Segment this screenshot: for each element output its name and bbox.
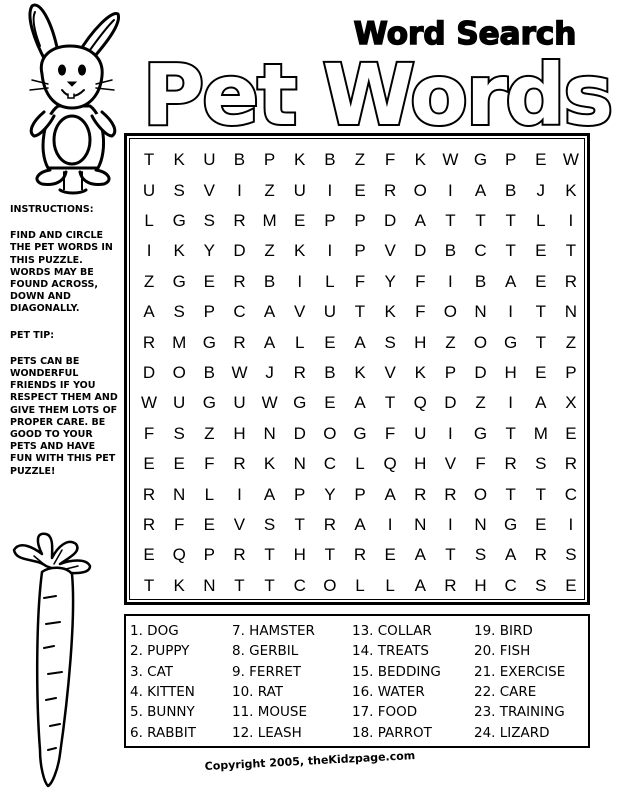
grid-letter[interactable]: N (203, 575, 216, 595)
grid-letter[interactable]: A (414, 210, 426, 230)
grid-letter[interactable]: H (233, 423, 246, 443)
grid-letter[interactable]: R (504, 454, 517, 474)
grid-letter[interactable]: F (204, 454, 215, 474)
word-list-item: 24. LIZARD (474, 724, 550, 741)
grid-letter[interactable]: E (535, 150, 547, 170)
grid-letter[interactable]: E (173, 454, 185, 474)
grid-letter[interactable]: Q (413, 393, 427, 413)
grid-letter[interactable]: T (505, 241, 516, 261)
grid-letter[interactable]: T (324, 545, 336, 565)
grid-letter[interactable]: I (448, 180, 453, 200)
grid-letter[interactable]: L (204, 484, 215, 504)
grid-letter[interactable]: R (444, 484, 457, 504)
grid-letter[interactable]: S (173, 423, 185, 443)
grid-letter[interactable]: B (504, 180, 517, 200)
word-list-item: 4. KITTEN (130, 684, 195, 701)
grid-letter[interactable]: R (353, 545, 367, 565)
grid-letter[interactable]: S (203, 210, 215, 230)
grid-letter[interactable]: I (448, 514, 453, 534)
grid-letter[interactable]: F (384, 423, 396, 443)
grid-letter[interactable]: E (535, 514, 547, 534)
grid-letter[interactable]: O (473, 332, 488, 352)
grid-letter[interactable]: P (565, 362, 577, 382)
grid-letter[interactable]: N (293, 454, 306, 474)
grid-letter[interactable]: G (293, 393, 307, 413)
word-list-item: 9. FERRET (232, 663, 302, 680)
grid-letter[interactable]: R (233, 454, 246, 474)
grid-letter[interactable]: W (231, 362, 248, 382)
grid-letter[interactable]: R (142, 332, 156, 352)
grid-letter[interactable]: R (293, 362, 306, 382)
svg-text:Pet Words: Pet Words (142, 50, 612, 132)
word-list-item: 21. EXERCISE (474, 663, 566, 680)
grid-letter[interactable]: R (233, 271, 246, 291)
grid-letter[interactable]: T (565, 241, 577, 261)
grid-letter[interactable]: E (143, 545, 155, 565)
grid-letter[interactable]: I (387, 514, 393, 534)
grid-letter[interactable]: D (142, 362, 156, 382)
grid-letter[interactable]: K (173, 241, 185, 261)
grid-letter[interactable]: N (474, 514, 487, 534)
grid-letter[interactable]: Y (324, 484, 336, 504)
grid-letter[interactable]: R (233, 545, 246, 565)
grid-letter[interactable]: A (535, 393, 547, 413)
word-list-item: 19. BIRD (474, 623, 533, 640)
grid-letter[interactable]: Z (565, 332, 577, 352)
bunny-illustration (8, 0, 126, 196)
grid-letter[interactable]: B (203, 362, 215, 382)
grid-letter[interactable]: B (444, 241, 457, 261)
instructions-heading: INSTRUCTIONS: (10, 204, 94, 215)
grid-letter[interactable]: X (565, 393, 577, 413)
grid-letter[interactable]: E (535, 362, 547, 382)
grid-letter[interactable]: D (474, 362, 487, 382)
grid-letter[interactable]: R (414, 484, 427, 504)
grid-letter[interactable]: N (263, 423, 276, 443)
grid-letter[interactable]: Z (475, 393, 486, 413)
copyright-text: Copyright 2005, theKidzpage.com (204, 748, 416, 773)
grid-letter[interactable]: F (143, 423, 155, 443)
grid-letter[interactable]: A (414, 545, 426, 565)
grid-letter[interactable]: H (474, 575, 487, 595)
grid-letter[interactable]: O (413, 180, 427, 200)
grid-letter[interactable]: K (565, 180, 577, 200)
grid-letter[interactable]: E (324, 332, 336, 352)
grid-letter[interactable]: I (237, 180, 242, 200)
grid-letter[interactable]: A (354, 393, 366, 413)
word-list-item: 16. WATER (352, 684, 425, 701)
letter-grid (134, 145, 586, 601)
grid-letter[interactable]: U (233, 393, 246, 413)
grid-letter[interactable]: K (263, 454, 276, 474)
word-list-item: 15. BEDDING (352, 663, 441, 680)
grid-letter[interactable]: L (536, 210, 546, 230)
grid-letter[interactable]: A (504, 545, 517, 565)
word-list-item: 5. BUNNY (130, 704, 195, 721)
word-list-item: 8. GERBIL (232, 643, 299, 660)
grid-letter[interactable]: M (172, 332, 187, 352)
grid-letter[interactable]: E (384, 545, 396, 565)
grid-letter[interactable]: G (504, 514, 518, 534)
grid-letter[interactable]: F (415, 271, 426, 291)
grid-letter[interactable]: Q (383, 454, 397, 474)
grid-letter[interactable]: A (263, 484, 276, 504)
grid-letter[interactable]: R (383, 180, 397, 200)
grid-letter[interactable]: P (294, 484, 306, 504)
grid-letter[interactable]: T (264, 545, 275, 565)
grid-letter[interactable]: N (173, 484, 186, 504)
word-list (130, 621, 590, 743)
grid-letter[interactable]: L (144, 210, 154, 230)
instructions-body: FIND AND CIRCLE THE PET WORDS IN THIS PUZZLE. WORDS MAY BE FOUND ACROSS, DOWN AND DIAGONALLY. (10, 230, 113, 315)
word-list-item: 22. CARE (474, 684, 537, 701)
word-list-item: 13. COLLAR (352, 623, 432, 640)
grid-letter[interactable]: O (323, 423, 337, 443)
grid-letter[interactable]: P (354, 210, 366, 230)
grid-letter[interactable]: Z (264, 180, 275, 200)
grid-letter[interactable]: T (384, 393, 396, 413)
grid-letter[interactable]: T (294, 514, 305, 534)
grid-letter[interactable]: C (504, 575, 517, 595)
grid-letter[interactable]: T (475, 210, 486, 230)
grid-letter[interactable]: W (261, 393, 278, 413)
grid-letter[interactable]: H (414, 332, 427, 352)
grid-letter[interactable]: G (473, 423, 488, 443)
grid-letter[interactable]: D (383, 210, 397, 230)
word-list-item: 12. LEASH (232, 724, 302, 741)
grid-letter[interactable]: G (504, 332, 518, 352)
grid-letter[interactable]: T (535, 302, 546, 322)
grid-letter[interactable]: A (384, 484, 396, 504)
grid-letter[interactable]: G (202, 332, 216, 352)
grid-letter[interactable]: B (233, 150, 246, 170)
grid-letter[interactable]: U (414, 423, 427, 443)
grid-letter[interactable]: V (384, 241, 396, 261)
grid-letter[interactable]: P (354, 484, 366, 504)
grid-letter[interactable]: T (354, 302, 366, 322)
grid-letter[interactable]: Z (264, 241, 275, 261)
page-title (132, 50, 622, 132)
grid-letter[interactable]: I (508, 393, 514, 413)
grid-letter[interactable]: G (172, 271, 186, 291)
grid-letter[interactable]: G (353, 423, 367, 443)
grid-letter[interactable]: S (565, 545, 577, 565)
grid-letter[interactable]: A (474, 180, 487, 200)
tip-heading: PET TIP: (10, 329, 55, 341)
grid-letter[interactable]: A (263, 302, 276, 322)
grid-letter[interactable]: F (475, 454, 486, 474)
grid-letter[interactable]: O (473, 484, 488, 504)
word-list-frame (124, 614, 590, 748)
grid-letter[interactable]: V (203, 180, 215, 200)
grid-letter[interactable]: V (444, 454, 457, 474)
grid-letter[interactable]: U (173, 393, 186, 413)
grid-letter[interactable]: P (324, 210, 336, 230)
grid-letter[interactable]: A (143, 302, 155, 322)
word-list-item: 6. RABBIT (130, 724, 196, 741)
grid-letter[interactable]: R (233, 332, 246, 352)
grid-letter[interactable]: U (142, 180, 156, 200)
grid-letter[interactable]: W (141, 393, 158, 413)
grid-letter[interactable]: U (323, 302, 336, 322)
grid-letter[interactable]: T (143, 575, 155, 595)
grid-letter[interactable]: F (415, 302, 426, 322)
grid-letter[interactable]: A (414, 575, 426, 595)
grid-letter[interactable]: S (535, 575, 547, 595)
grid-letter[interactable]: R (534, 545, 547, 565)
grid-letter[interactable]: T (445, 545, 456, 565)
grid-letter[interactable]: V (384, 362, 396, 382)
grid-letter[interactable]: L (294, 332, 305, 352)
grid-letter[interactable]: C (323, 454, 336, 474)
grid-letter[interactable]: I (568, 210, 574, 230)
word-list-item: 20. FISH (474, 643, 531, 660)
grid-letter[interactable]: G (202, 393, 216, 413)
grid-letter[interactable]: K (414, 150, 426, 170)
grid-letter[interactable]: U (293, 180, 306, 200)
grid-letter[interactable]: S (535, 454, 547, 474)
grid-letter[interactable]: T (505, 484, 516, 504)
grid-letter[interactable]: C (233, 302, 246, 322)
word-list-item: 7. HAMSTER (232, 623, 315, 640)
tip-body: PETS CAN BE WONDERFUL FRIENDS IF YOU RESPECT THEM AND GIVE THEM LOTS OF PROPER CARE. BE GOOD TO YOUR PETS AND HAVE FUN WITH THIS PET PUZZLE! (10, 355, 118, 477)
grid-letter[interactable]: U (203, 150, 216, 170)
grid-letter[interactable]: R (142, 514, 156, 534)
grid-letter[interactable]: H (293, 545, 306, 565)
grid-letter[interactable]: P (203, 545, 215, 565)
grid-letter[interactable]: D (444, 393, 457, 413)
grid-letter[interactable]: M (262, 210, 277, 230)
grid-letter[interactable]: E (203, 514, 215, 534)
grid-letter[interactable]: T (505, 423, 516, 443)
grid-letter[interactable]: A (504, 271, 517, 291)
grid-letter[interactable]: D (233, 241, 246, 261)
grid-letter[interactable]: T (445, 210, 456, 230)
grid-letter[interactable]: Z (354, 150, 366, 170)
carrot-illustration (6, 528, 102, 790)
grid-letter[interactable]: B (474, 271, 487, 291)
grid-letter[interactable]: P (263, 150, 276, 170)
grid-letter[interactable]: E (203, 271, 215, 291)
grid-letter[interactable]: D (293, 423, 306, 443)
sidebar-text (10, 204, 120, 492)
grid-letter[interactable]: E (324, 393, 336, 413)
word-list-item: 1. DOG (130, 623, 179, 640)
grid-letter[interactable]: S (384, 332, 396, 352)
grid-letter[interactable]: I (568, 514, 574, 534)
grid-letter[interactable]: K (173, 575, 185, 595)
grid-letter[interactable]: H (504, 362, 517, 382)
word-list-item: 18. PARROT (352, 724, 432, 741)
grid-letter[interactable]: S (474, 545, 487, 565)
grid-letter[interactable]: I (327, 241, 333, 261)
grid-letter[interactable]: Z (204, 423, 215, 443)
grid-letter[interactable]: N (564, 302, 578, 322)
grid-letter[interactable]: N (414, 514, 427, 534)
grid-letter[interactable]: K (294, 150, 306, 170)
grid-letter[interactable]: O (172, 362, 186, 382)
grid-letter[interactable]: K (354, 362, 366, 382)
grid-letter[interactable]: A (263, 332, 276, 352)
grid-letter[interactable]: V (294, 302, 306, 322)
grid-letter[interactable]: R (233, 210, 246, 230)
grid-letter[interactable]: A (354, 332, 366, 352)
grid-letter[interactable]: I (327, 180, 333, 200)
grid-letter[interactable]: I (297, 271, 303, 291)
word-list-item: 10. RAT (232, 684, 284, 701)
grid-letter[interactable]: Z (445, 332, 456, 352)
grid-letter[interactable]: P (354, 241, 366, 261)
grid-letter[interactable]: T (535, 332, 546, 352)
grid-letter[interactable]: F (354, 271, 366, 291)
word-list-item: 3. CAT (130, 663, 174, 680)
grid-letter[interactable]: Y (203, 241, 215, 261)
grid-letter[interactable]: B (324, 362, 336, 382)
grid-letter[interactable]: P (203, 302, 215, 322)
grid-letter[interactable]: R (564, 271, 578, 291)
grid-letter[interactable]: R (444, 575, 457, 595)
grid-letter[interactable]: S (173, 302, 185, 322)
grid-letter[interactable]: K (294, 241, 306, 261)
grid-letter[interactable]: J (265, 362, 274, 382)
grid-letter[interactable]: E (354, 180, 366, 200)
grid-letter[interactable]: T (234, 575, 245, 595)
grid-letter[interactable]: R (142, 484, 156, 504)
grid-letter[interactable]: R (323, 514, 336, 534)
grid-letter[interactable]: H (414, 454, 427, 474)
grid-letter[interactable]: W (442, 150, 459, 170)
grid-letter[interactable]: I (146, 241, 152, 261)
grid-letter[interactable]: I (508, 302, 514, 322)
grid-letter[interactable]: E (143, 454, 155, 474)
word-list-item: 14. TREATS (352, 643, 429, 660)
grid-letter[interactable]: W (562, 150, 579, 170)
grid-letter[interactable]: Z (143, 271, 155, 291)
grid-letter[interactable]: S (173, 180, 185, 200)
grid-letter[interactable]: F (174, 514, 185, 534)
grid-letter[interactable]: P (444, 362, 457, 382)
grid-letter[interactable]: L (385, 575, 395, 595)
grid-letter[interactable]: I (237, 484, 242, 504)
word-list-item: 2. PUPPY (130, 643, 190, 660)
grid-letter[interactable]: V (233, 514, 246, 534)
subtitle (330, 8, 600, 54)
grid-letter[interactable]: I (448, 423, 453, 443)
grid-letter[interactable]: K (173, 150, 185, 170)
grid-letter[interactable]: E (565, 575, 577, 595)
puzzle-frame (124, 133, 590, 605)
grid-letter[interactable]: L (355, 575, 365, 595)
grid-letter[interactable]: C (293, 575, 306, 595)
grid-letter[interactable]: S (263, 514, 276, 534)
grid-letter[interactable]: L (325, 271, 335, 291)
grid-letter[interactable]: A (354, 514, 366, 534)
grid-letter[interactable]: T (535, 484, 546, 504)
grid-letter[interactable]: K (384, 302, 396, 322)
grid-letter[interactable]: Y (384, 271, 396, 291)
grid-letter[interactable]: E (535, 241, 547, 261)
grid-letter[interactable]: C (474, 241, 487, 261)
grid-letter[interactable]: F (384, 150, 396, 170)
grid-letter[interactable]: R (564, 454, 578, 474)
grid-letter[interactable]: O (323, 575, 337, 595)
grid-letter[interactable]: E (565, 423, 577, 443)
grid-letter[interactable]: L (355, 454, 365, 474)
svg-text:Word Search: Word Search (353, 16, 577, 52)
word-list-item: 23. TRAINING (474, 704, 565, 721)
grid-letter[interactable]: N (474, 302, 487, 322)
grid-letter[interactable]: T (264, 575, 275, 595)
grid-letter[interactable]: Q (172, 545, 186, 565)
word-list-item: 11. MOUSE (232, 704, 308, 721)
grid-letter[interactable]: K (414, 362, 426, 382)
grid-letter[interactable]: P (504, 150, 517, 170)
grid-letter[interactable]: T (143, 150, 155, 170)
grid-letter[interactable]: M (533, 423, 548, 443)
grid-letter[interactable]: D (414, 241, 427, 261)
grid-letter[interactable]: T (505, 210, 516, 230)
grid-letter[interactable]: G (473, 150, 488, 170)
grid-letter[interactable]: I (448, 271, 453, 291)
grid-letter[interactable]: O (443, 302, 457, 322)
grid-letter[interactable]: J (536, 180, 546, 200)
grid-letter[interactable]: B (263, 271, 276, 291)
grid-letter[interactable]: E (294, 210, 306, 230)
word-list-item: 17. FOOD (352, 704, 418, 721)
grid-letter[interactable]: C (564, 484, 578, 504)
grid-letter[interactable]: G (172, 210, 186, 230)
grid-letter[interactable]: B (324, 150, 336, 170)
grid-letter[interactable]: E (535, 271, 547, 291)
